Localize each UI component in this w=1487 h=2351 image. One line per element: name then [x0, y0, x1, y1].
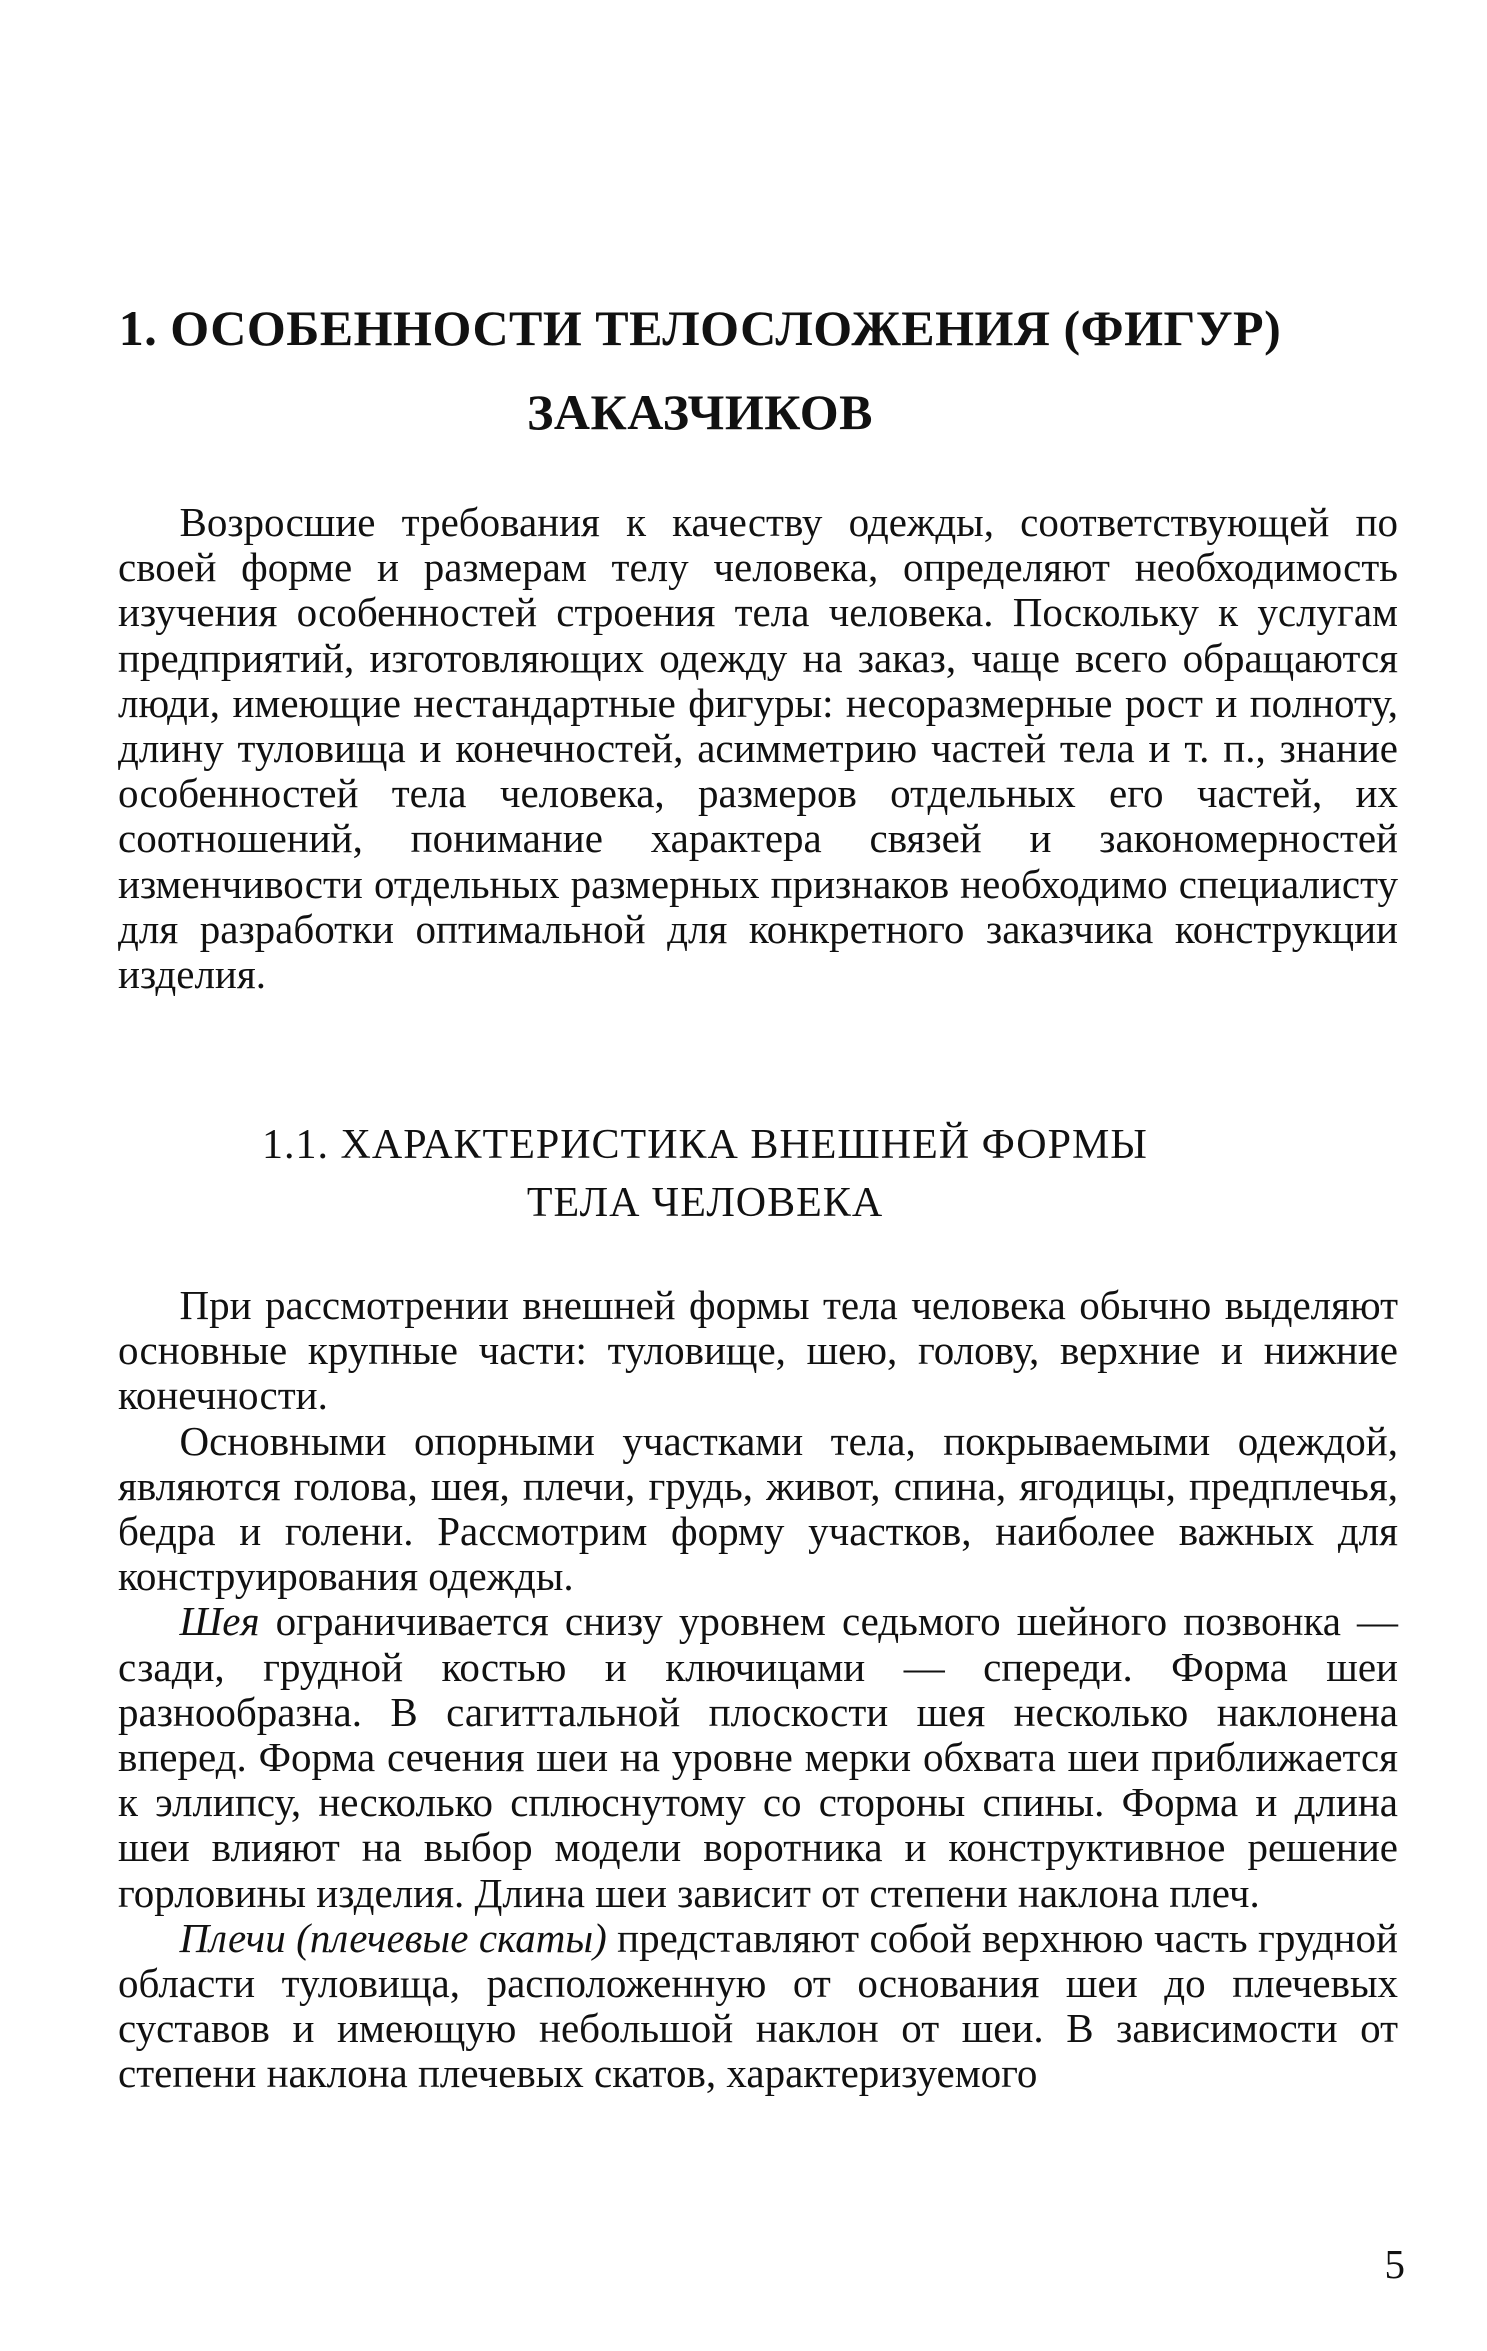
paragraph-shoulders-text: представляют собой верхнюю часть грудной области туловища, расположенную от основания шеи до плечевых суставов и имеющую небольшой наклон от шеи. В зависимости от степени наклона плечевых скатов, характеризуемого [118, 1914, 1398, 2097]
paragraph-shoulders [118, 1916, 1398, 2097]
intro-paragraph: Возросшие требования к качеству одежды, соответствующей по своей форме и размерам телу человека, определяют необходимость изучения особенностей строения тела человека. Поскольку к услугам предприятий, изготовляющих одежду на заказ, чаще всего обращаются люди, имеющие нестандартные фигуры: несоразмерные рост и полноту, длину туловища и конечностей, асимметрию частей тела и т. п., знание особенностей тела человека, размеров отдельных его частей, их соотношений, понимание характера связей и закономерностей изменчивости отдельных размерных признаков необходимо специалисту для разработки оптимальной для конкретного заказчика конструкции изделия. [118, 499, 1398, 998]
page-number: 5 [1384, 2241, 1405, 2287]
chapter-title-line-2: ЗАКАЗЧИКОВ [527, 384, 873, 440]
term-neck: Шея [179, 1598, 260, 1645]
paragraph-support-areas: Основными опорными участками тела, покрываемыми одеждой, являются голова, шея, плечи, грудь, живот, спина, ягодицы, предплечья, бедра и голени. Рассмотрим форму участков, наиболее важных для конструирования одежды. [118, 1417, 1398, 1600]
section-title-line-1: 1.1. ХАРАКТЕРИСТИКА ВНЕШНЕЙ ФОРМЫ [262, 1122, 1148, 1168]
chapter-title [100, 286, 1300, 454]
paragraph-body-parts: При рассмотрении внешней формы тела человека обычно выделяют основные крупные части: туловище, шею, голову, верхние и нижние конечности. [118, 1282, 1398, 1419]
chapter-title-line-1: 1. ОСОБЕННОСТИ ТЕЛОСЛОЖЕНИЯ (ФИГУР) [118, 300, 1282, 356]
paragraph-neck-text: ограничивается снизу уровнем седьмого шейного позвонка — сзади, грудной костью и ключицами — спереди. Форма шеи разнообразна. В сагиттальной плоскости шея несколько наклонена вперед. Форма сечения шеи на уровне мерки обхвата шеи приближается к эллипсу, несколько сплюснутому со стороны спины. Форма и длина шеи влияют на выбор модели воротника и конструктивное решение горловины изделия. Длина шеи зависит от степени наклона плеч. [118, 1598, 1398, 1916]
paragraph-neck [118, 1599, 1398, 1915]
section-title-line-2: ТЕЛА ЧЕЛОВЕКА [526, 1180, 884, 1226]
intro-text [118, 500, 1398, 997]
term-shoulders: Плечи (плечевые скаты) [179, 1914, 607, 1961]
section-title [180, 1116, 1230, 1232]
section-body [118, 1283, 1398, 2097]
